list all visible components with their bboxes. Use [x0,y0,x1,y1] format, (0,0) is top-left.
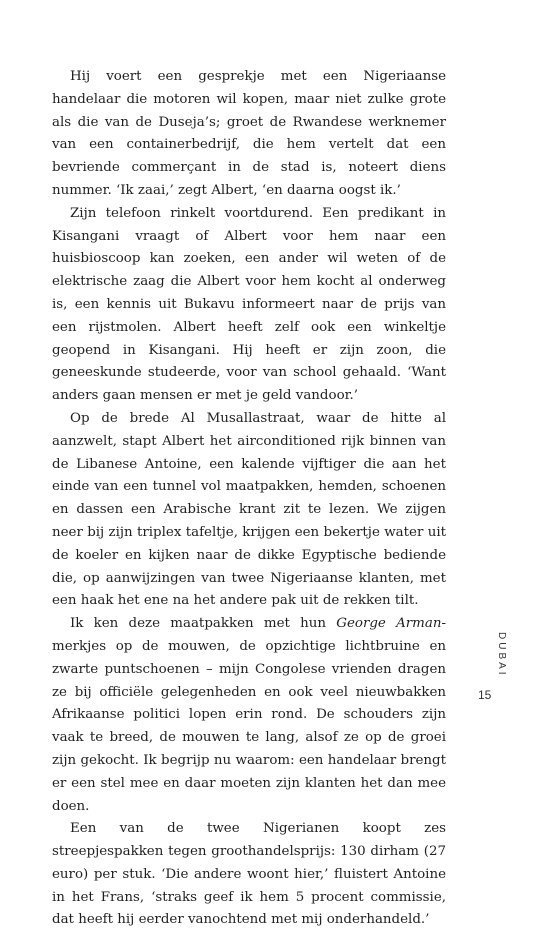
brand-name-italic: George Arman [336,616,442,632]
paragraph-text: -merkjes op de mouwen, de opzichtige lichtbruine en zwarte puntschoenen – mijn Congolese vrienden dragen ze bij officiële gelegenheden en ook veel nieuwbakken Afrikaanse politici lopen erin rond. De schouders zijn vaak te breed, de mouwen te lang, alsof ze op de groei zijn gekocht. Ik begrijp nu waarom: een handelaar brengt er een stel mee en daar moeten zijn klanten het dan mee doen. [52,616,446,814]
page-number: 15 [478,688,492,702]
running-head: DUBAI [496,632,507,678]
paragraph-text: Een van de twee Nigerianen koopt zes streepjespakken tegen groothandelsprijs: 130 dirham (27 euro) per stuk. ‘Die andere woont hier,’ fluistert Antoine in het Frans, ‘straks geef ik hem 5 procent commissie, dat heeft hij eerder vanochtend met mij onderhandeld.’ [52,821,446,928]
paragraph [52,66,446,203]
paragraph [52,818,446,932]
paragraph-text: Hij voert een gesprekje met een Nigeriaanse handelaar die motoren wil kopen, maar niet zulke grote als die van de Duseja’s; groet de Rwandese werknemer van een containerbedrijf, die hem vertelt dat een bevriende commerçant in de stad is, noteert diens nummer. ‘Ik zaai,’ zegt Albert, ‘en daarna oogst ik.’ [52,69,446,198]
paragraph [52,408,446,613]
body-text [52,66,446,932]
paragraph [52,613,446,818]
paragraph [52,203,446,408]
paragraph-text: Zijn telefoon rinkelt voortdurend. Een predikant in Kisangani vraagt of Albert voor hem naar een huisbioscoop kan zoeken, een ander wil weten of de elektrische zaag die Albert voor hem kocht al onderweg is, een kennis uit Bukavu informeert naar de prijs van een rijstmolen. Albert heeft zelf ook een winkeltje geopend in Kisangani. Hij heeft er zijn zoon, die geneeskunde studeerde, voor van school gehaald. ‘Want anders gaan mensen er met je geld vandoor.’ [52,205,446,404]
paragraph-text: Op de brede Al Musallastraat, waar de hitte al aanzwelt, stapt Albert het airconditioned rijk binnen van de Libanese Antoine, een kalende vijftiger die aan het einde van een tunnel vol maatpakken, hemden, schoenen en dassen een Arabische krant zit te lezen. We zijgen neer bij zijn triplex tafeltje, krijgen een bekertje water uit de koeler en kijken naar de dikke Egyptische bediende die, op aanwijzingen van twee Nigeriaanse klanten, met een haak het ene na het andere pak uit de rekken tilt. [52,410,446,609]
paragraph-text: Ik ken deze maatpakken met hun [70,616,337,632]
